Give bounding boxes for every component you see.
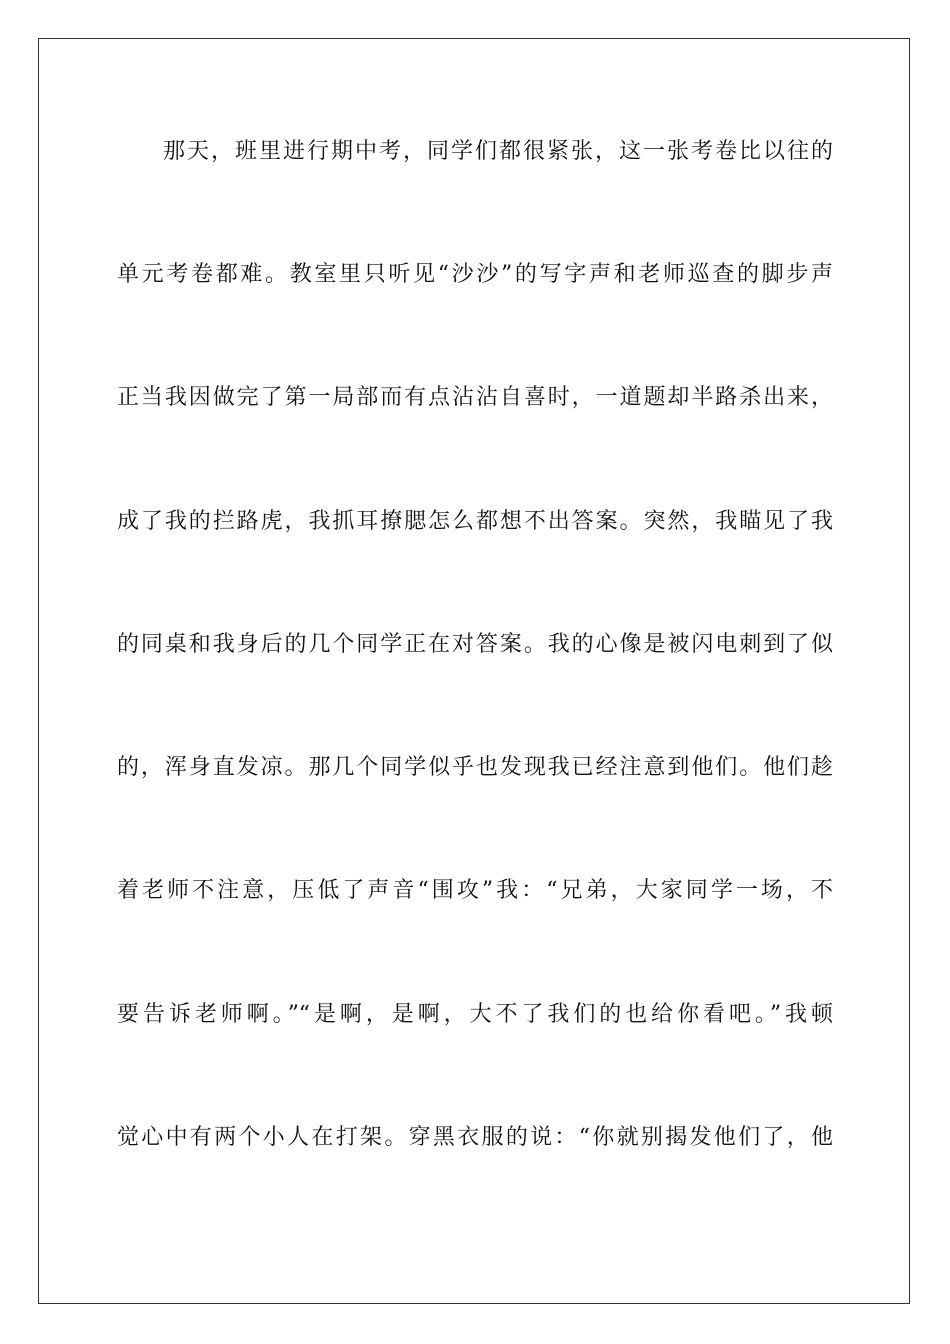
paragraph-line-6: 的，浑身直发凉。那几个同学似乎也发现我已经注意到他们。他们趁 (117, 755, 833, 780)
paragraph-line-4: 成了我的拦路虎，我抓耳撩腮怎么都想不出答案。突然，我瞄见了我 (117, 509, 833, 534)
paragraph-line-5: 的同桌和我身后的几个同学正在对答案。我的心像是被闪电刺到了似 (117, 632, 833, 657)
paragraph-line-9: 觉心中有两个小人在打架。穿黑衣服的说：“你就别揭发他们了，他 (117, 1125, 833, 1150)
paragraph-line-7: 着老师不注意，压低了声音“围攻”我：“兄弟，大家同学一场，不 (117, 878, 833, 903)
paragraph-line-1: 那天，班里进行期中考，同学们都很紧张，这一张考卷比以往的 (163, 139, 833, 164)
paragraph-line-2: 单元考卷都难。教室里只听见“沙沙”的写字声和老师巡查的脚步声 (117, 262, 833, 287)
paragraph-line-3: 正当我因做完了第一局部而有点沾沾自喜时，一道题却半路杀出来， (117, 385, 833, 410)
paragraph-line-8: 要告诉老师啊。”“是啊，是啊，大不了我们的也给你看吧。”我顿 (117, 1002, 833, 1027)
page-border (38, 38, 910, 1304)
